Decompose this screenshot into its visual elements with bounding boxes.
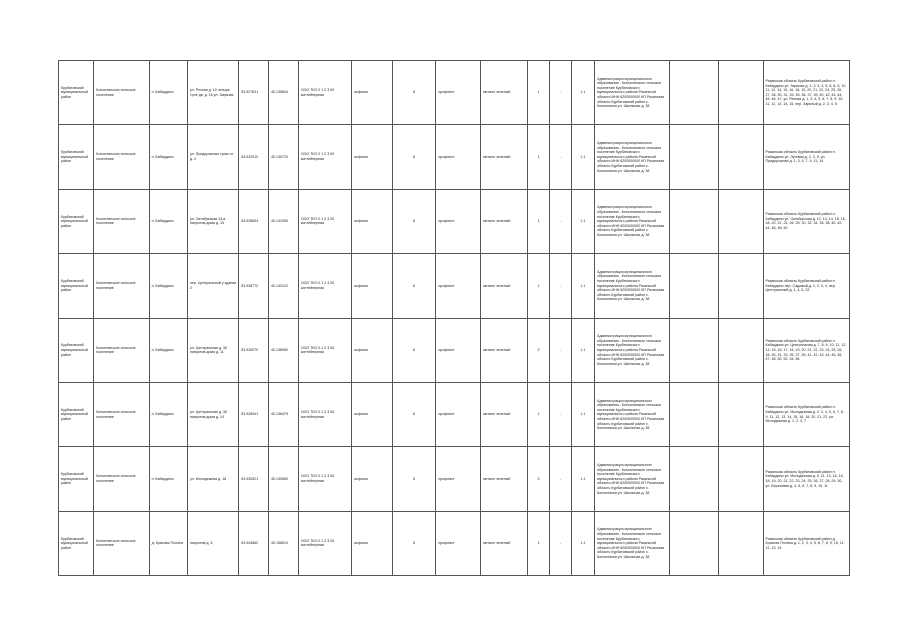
container-sites-table (58, 60, 850, 576)
sources-cell: Рязанская область Курбатовский район п. Кабардино ул. Луговая д. 2, 3, 5, ул. Придорожная д. 1, 3, 5, 7, 9, 11, 14 (763, 125, 850, 189)
longitude-cell: 40.135804 (268, 61, 298, 125)
empty-cell (669, 511, 718, 575)
district-cell: Курбатовский муниципальный район (59, 318, 94, 382)
table-row (59, 318, 850, 382)
volume-cell: - (550, 511, 571, 575)
district-cell: Курбатовский муниципальный район (59, 254, 94, 318)
district-cell: Курбатовский муниципальный район (59, 61, 94, 125)
owner-cell: Администрация муниципального образования - Коноплянское сельское поселение Курбатовского муниципального района Рязанской области ИНН 6200000000 КП Рязанская область Курбатовский район с. Коноплянка ул. Школьная д. 38 (595, 511, 670, 575)
area-cell: 8 (392, 382, 436, 446)
settlement-cell: Коноплянское сельское поселение (94, 189, 149, 253)
owner-cell: Администрация муниципального образования - Коноплянское сельское поселение Курбатовского муниципального района Рязанской области ИНН 6200000000 КП Рязанская область Курбатовский район с. Коноплянка ул. Школьная д. 38 (595, 382, 670, 446)
surface-cell: асфальт (352, 125, 393, 189)
fence-cell: металл зеленый (481, 447, 528, 511)
address-cell: напротив д. 5 (187, 511, 238, 575)
longitude-cell: 40.139560 (268, 447, 298, 511)
settlement-cell: Коноплянское сельское поселение (94, 382, 149, 446)
material-cell: профлист (436, 189, 481, 253)
district-cell: Курбатовский муниципальный район (59, 511, 94, 575)
owner-cell: Администрация муниципального образования - Коноплянское сельское поселение Курбатовского муниципального района Рязанской области ИНН 6200000000 КП Рязанская область Курбатовский район с. Коноплянка ул. Школьная д. 38 (595, 125, 670, 189)
address-cell: ул. Центральная д. 30 напротив дома д. 14 (187, 382, 238, 446)
container-count-cell: 1 (527, 511, 549, 575)
size-cell: 1.1 (571, 318, 594, 382)
empty-cell (718, 189, 763, 253)
empty-cell (718, 254, 763, 318)
latitude-cell: 53.932910 (239, 125, 269, 189)
longitude-cell: 40.139720 (268, 125, 298, 189)
table-row (59, 125, 850, 189)
container-count-cell: 2 (527, 447, 549, 511)
address-cell: ул. Молодежная д. 18 (187, 447, 238, 511)
code-cell: ООО ТКО 0 1 2 3 00 контейнерная (298, 189, 351, 253)
longitude-cell: 40.136479 (268, 382, 298, 446)
settlement-cell: Коноплянское сельское поселение (94, 254, 149, 318)
surface-cell: асфальт (352, 189, 393, 253)
area-cell: 8 (392, 318, 436, 382)
volume-cell: - (550, 447, 571, 511)
material-cell: профлист (436, 382, 481, 446)
fence-cell: металл зеленый (481, 189, 528, 253)
settlement-cell: Коноплянское сельское поселение (94, 125, 149, 189)
owner-cell: Администрация муниципального образования - Коноплянское сельское поселение Курбатовского муниципального района Рязанской области ИНН 6200000000 КП Рязанская область Курбатовский район с. Коноплянка ул. Школьная д. 38 (595, 61, 670, 125)
material-cell: профлист (436, 125, 481, 189)
settlement-cell: Коноплянское сельское поселение (94, 447, 149, 511)
table-row (59, 511, 850, 575)
empty-cell (669, 189, 718, 253)
owner-cell: Администрация муниципального образования - Коноплянское сельское поселение Курбатовского муниципального района Рязанской области ИНН 6200000000 КП Рязанская область Курбатовский район с. Коноплянка ул. Школьная д. 38 (595, 254, 670, 318)
sources-cell: Рязанская область Курбатовский район п. Кабардино ул. Молодежная д. 9, 11, 13, 15, 16, 18, 19, 20, 21, 22, 23, 24, 25, 26, 27, 28, 29, 30, ул. Березовая д. 4, 5, 6, 7, 8, 9, 10, 11 (763, 447, 850, 511)
district-cell: Курбатовский муниципальный район (59, 125, 94, 189)
locality-cell: п. Кабардино (149, 254, 187, 318)
district-cell: Курбатовский муниципальный район (59, 382, 94, 446)
empty-cell (669, 318, 718, 382)
code-cell: ООО ТКО 0 1 2 3 00 контейнерная (298, 511, 351, 575)
table-row (59, 382, 850, 446)
volume-cell: - (550, 61, 571, 125)
fence-cell: металл зеленый (481, 511, 528, 575)
table-row (59, 61, 850, 125)
code-cell: ООО ТКО 0 1 2 3 00 контейнерная (298, 254, 351, 318)
size-cell: 1.1 (571, 511, 594, 575)
latitude-cell: 53.930070 (239, 318, 269, 382)
table-row (59, 447, 850, 511)
material-cell: профлист (436, 254, 481, 318)
locality-cell: п. Кабардино (149, 382, 187, 446)
size-cell: 1.1 (571, 447, 594, 511)
longitude-cell: 40.158510 (268, 511, 298, 575)
size-cell: 1.1 (571, 61, 594, 125)
locality-cell: п. Кабардино (149, 125, 187, 189)
material-cell: профлист (436, 447, 481, 511)
fence-cell: металл зеленый (481, 125, 528, 189)
address-cell: ул. Октябрьская 14-а напротив дома д. 15 (187, 189, 238, 253)
surface-cell: асфальт (352, 318, 393, 382)
table-row (59, 254, 850, 318)
longitude-cell: 40.143122 (268, 254, 298, 318)
empty-cell (718, 318, 763, 382)
sources-cell: Рязанская область Курбатовский район п. Кабардино ул. Зарьная д. 1, 2, 3, 4, 5, 6, 8, 9, 10, 11, 12, 14, 15, 16, 18, 19, 20, 21, 22, 24, 25, 26, 27, 28, 30, 31, 33, 35, 36, 37, 39, 40, 42, 43, 44, 45, 46, 47, ул. Речная д. 1, 2, 4, 5, 6, 7, 8, 9, 10, 11, 12, 13, 14, 15, пер. Зарьный д. 2, 3, 4, 5 (763, 61, 850, 125)
material-cell: профлист (436, 318, 481, 382)
address-cell: пер. Центральный у здания 2 (187, 254, 238, 318)
volume-cell: - (550, 125, 571, 189)
sources-cell: Рязанская область Курбатовский район п. Кабардино ул. Молодежная д. 2, 3, 4, 5, 6, 7, 8, 9, 11, 12, 13, 14, 15, 16, 18, 20, 21, 22, ул. Молодежная д. 1, 2, 3, 7 (763, 382, 850, 446)
locality-cell: п. Кабардино (149, 318, 187, 382)
area-cell: 8 (392, 511, 436, 575)
empty-cell (669, 382, 718, 446)
area-cell: 8 (392, 189, 436, 253)
settlement-cell: Коноплянское сельское поселение (94, 61, 149, 125)
owner-cell: Администрация муниципального образования - Коноплянское сельское поселение Курбатовского муниципального района Рязанской области ИНН 6200000000 КП Рязанская область Курбатовский район с. Коноплянка ул. Школьная д. 38 (595, 447, 670, 511)
empty-cell (669, 61, 718, 125)
district-cell: Курбатовский муниципальный район (59, 447, 94, 511)
empty-cell (718, 125, 763, 189)
latitude-cell: 53.944862 (239, 511, 269, 575)
locality-cell: д. Красная Поляна (149, 511, 187, 575)
empty-cell (669, 125, 718, 189)
owner-cell: Администрация муниципального образования - Коноплянское сельское поселение Курбатовского муниципального района Рязанской области ИНН 6200000000 КП Рязанская область Курбатовский район с. Коноплянка ул. Школьная д. 38 (595, 318, 670, 382)
latitude-cell: 53.930521 (239, 447, 269, 511)
district-cell: Курбатовский муниципальный район (59, 189, 94, 253)
surface-cell: асфальт (352, 61, 393, 125)
latitude-cell: 53.927631 (239, 61, 269, 125)
area-cell: 8 (392, 61, 436, 125)
volume-cell: - (550, 254, 571, 318)
latitude-cell: 53.938772 (239, 254, 269, 318)
latitude-cell: 53.928941 (239, 382, 269, 446)
surface-cell: асфальт (352, 447, 393, 511)
container-count-cell: 2 (527, 318, 549, 382)
longitude-cell: 40.141050 (268, 189, 298, 253)
material-cell: профлист (436, 61, 481, 125)
locality-cell: п. Кабардино (149, 61, 187, 125)
sources-cell: Рязанская область Курбатовский район п. Кабардино ул. Октябрьская д. 12, 13, 14, 15, 16, 18, 20, 22, 24, 26, 28, 30, 32, 34, 36, 38, 40, 42, 44, 46, 48, 50 (763, 189, 850, 253)
container-count-cell: 1 (527, 254, 549, 318)
container-count-cell: 1 (527, 61, 549, 125)
sources-cell: Рязанская область Курбатовский район п. Кабардино ул. Центральная д. 7, 8, 9, 10, 11, 12, 13, 15, 16, 17, 18, 19, 20, 21, 22, 23, 24, 25, 26, 28, 30, 31, 33, 35, 37, 39, 41, 42, 43, 44, 45, 46, 47, 48, 50, 52, 54, 56 (763, 318, 850, 382)
address-cell: ул. Придорожная тупик от д. 2 (187, 125, 238, 189)
container-count-cell: 1 (527, 125, 549, 189)
empty-cell (718, 511, 763, 575)
latitude-cell: 53.935604 (239, 189, 269, 253)
volume-cell: - (550, 382, 571, 446)
table-row (59, 189, 850, 253)
container-count-cell: 1 (527, 382, 549, 446)
registry-sheet (58, 60, 850, 575)
settlement-cell: Коноплянское сельское поселение (94, 318, 149, 382)
volume-cell: - (550, 189, 571, 253)
empty-cell (669, 254, 718, 318)
locality-cell: п. Кабардино (149, 447, 187, 511)
code-cell: ООО ТКО 0 1 2 3 00 контейнерная (298, 61, 351, 125)
fence-cell: металл зеленый (481, 382, 528, 446)
empty-cell (718, 382, 763, 446)
surface-cell: асфальт (352, 254, 393, 318)
area-cell: 8 (392, 447, 436, 511)
area-cell: 8 (392, 125, 436, 189)
surface-cell: асфальт (352, 511, 393, 575)
size-cell: 1.1 (571, 382, 594, 446)
fence-cell: металл зеленый (481, 318, 528, 382)
empty-cell (718, 61, 763, 125)
code-cell: ООО ТКО 0 1 2 3 00 контейнерная (298, 447, 351, 511)
size-cell: 1.1 (571, 254, 594, 318)
sources-cell: Рязанская область Курбатовский район д. Красная Поляна д. 1, 2, 3, 4, 5, 6, 7, 8, 9, 10, 11, 12, 13, 14 (763, 511, 850, 575)
sources-cell: Рязанская область Курбатовский район п. Кабардино пер. Садовый д. 1, 2, 3, 4, пер. Центральный д. 1, 4, 5, 22 (763, 254, 850, 318)
owner-cell: Администрация муниципального образования - Коноплянское сельское поселение Курбатовского муниципального района Рязанской области ИНН 6200000000 КП Рязанская область Курбатовский район с. Коноплянка ул. Школьная д. 38 (595, 189, 670, 253)
longitude-cell: 40.138960 (268, 318, 298, 382)
empty-cell (669, 447, 718, 511)
address-cell: ул. Центральная д. 30 напротив дома д. 11 (187, 318, 238, 382)
surface-cell: асфальт (352, 382, 393, 446)
fence-cell: металл зеленый (481, 254, 528, 318)
settlement-cell: Коноплянское сельское поселение (94, 511, 149, 575)
area-cell: 8 (392, 254, 436, 318)
address-cell: ул. Речная д. 10 четыре трое дв. д. 16 ул. Зарьная (187, 61, 238, 125)
code-cell: ООО ТКО 0 1 2 3 00 контейнерная (298, 125, 351, 189)
material-cell: профлист (436, 511, 481, 575)
volume-cell: - (550, 318, 571, 382)
code-cell: ООО ТКО 0 1 2 3 00 контейнерная (298, 382, 351, 446)
fence-cell: металл зеленый (481, 61, 528, 125)
empty-cell (718, 447, 763, 511)
container-count-cell: 1 (527, 189, 549, 253)
size-cell: 1.1 (571, 189, 594, 253)
size-cell: 1.1 (571, 125, 594, 189)
locality-cell: п. Кабардино (149, 189, 187, 253)
code-cell: ООО ТКО 0 1 2 3 00 контейнерная (298, 318, 351, 382)
